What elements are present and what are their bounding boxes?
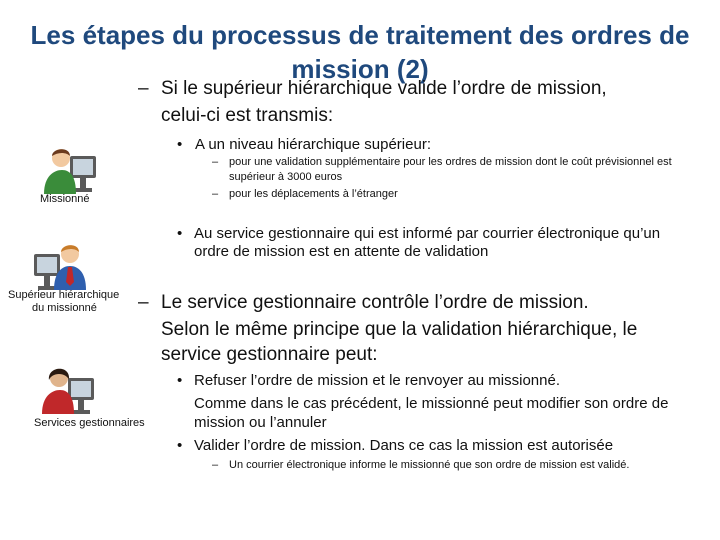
bullet-dot: • — [177, 136, 183, 153]
role-superieur-line-2: du missionné — [32, 302, 97, 314]
bullet-dash: – — [212, 156, 219, 168]
s2b-text: Valider l’ordre de mission. Dans ce cas la mission est autorisée — [194, 437, 614, 454]
s1a1-line-1: pour une validation supplémentaire pour les ordres de mission dont le coût prévisionnel est — [229, 156, 672, 168]
page-title — [0, 18, 720, 86]
s1a1-line-2: supérieur à 3000 euros — [229, 171, 343, 183]
title-line-1: Les étapes du processus de traitement des ordres de — [30, 20, 690, 50]
bullet-dash: – — [212, 459, 219, 471]
role-services: Services gestionnaires — [34, 417, 145, 429]
s1a-text: A un niveau hiérarchique supérieur: — [195, 136, 431, 153]
bullet-dash: – — [138, 78, 149, 99]
s1-line-2: celui-ci est transmis: — [161, 105, 334, 126]
bullet-dash: – — [138, 292, 149, 313]
s2a-line-1: Refuser l’ordre de mission et le renvoyer au missionné. — [194, 372, 560, 389]
s2-line-1: Le service gestionnaire contrôle l’ordre de mission. — [161, 292, 589, 313]
superieur-person-icon — [32, 236, 92, 292]
bullet-dot: • — [177, 372, 183, 389]
s2b1-text: Un courrier électronique informe le missionné que son ordre de mission est validé. — [229, 459, 630, 471]
bullet-dot: • — [177, 437, 183, 454]
s2a-line-2: Comme dans le cas précédent, le missionné peut modifier son ordre de — [194, 395, 669, 412]
services-person-icon — [38, 360, 98, 416]
s2-line-3: service gestionnaire peut: — [161, 344, 378, 365]
s1-line-1: Si le supérieur hiérarchique valide l’ordre de mission, — [161, 78, 607, 99]
s1b-line-1: Au service gestionnaire qui est informé par courrier électronique qu’un — [194, 225, 661, 242]
s1a2-text: pour les déplacements à l’étranger — [229, 188, 398, 200]
bullet-dash: – — [212, 188, 219, 200]
role-superieur-line-1: Supérieur hiérarchique — [8, 289, 120, 301]
bullet-dot: • — [177, 225, 183, 242]
title-line-2: mission (2) — [291, 54, 429, 84]
role-missionne: Missionné — [40, 193, 90, 205]
s2a-line-3: mission ou l’annuler — [194, 414, 327, 431]
s1b-line-2: ordre de mission est en attente de validation — [194, 243, 489, 260]
missionne-person-icon — [40, 140, 100, 196]
s2-line-2: Selon le même principe que la validation hiérarchique, le — [161, 319, 638, 340]
